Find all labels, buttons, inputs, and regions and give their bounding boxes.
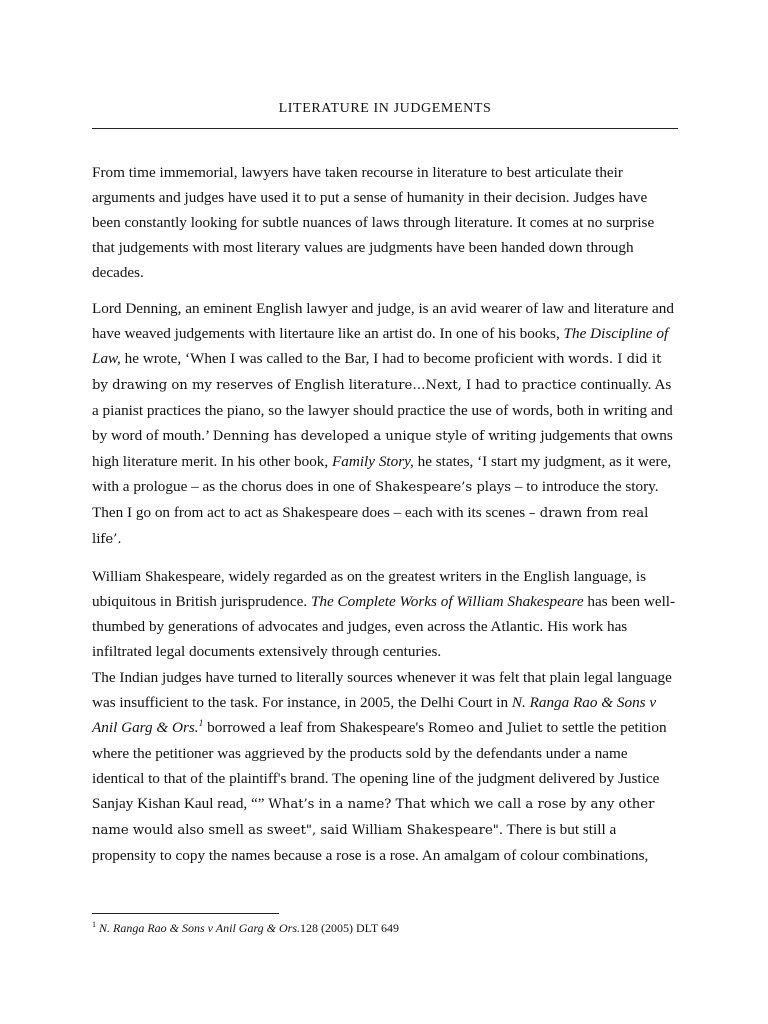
play-title: Romeo and Juliet [427, 721, 543, 736]
footnote-reference[interactable]: 1 [198, 718, 204, 729]
footnote-citation: 128 (2005) DLT 649 [300, 921, 400, 935]
book-title-complete-works: The Complete Works of William Shakespeare [310, 593, 584, 610]
book-title-family-story: Family Story, [332, 453, 414, 470]
footnote [92, 919, 678, 937]
case-name: N. Ranga Rao & Sons v Anil Garg & Ors. [92, 694, 657, 736]
paragraph-1: From time immemorial, lawyers have taken recourse in literature to best articulate their arguments and judges have used it to put a sense of humanity in their decision. Judges have been constantly looking for subtle nuances of laws through literature. It comes at no surprise that judgements with most literary values are judgments have been handed down through decades. [92, 164, 655, 281]
paragraph-4: The Indian judges have turned to literally sources whenever it was felt that plain legal language was insufficient to the task. For instance, in 2005, the Delhi Court in N. Ranga Rao & Sons v Anil Garg & Ors.$^1$ borrowed a leaf from Shakespeare's Romeo and Juliet to settle the petition where the petitioner was aggrieved by the products sold by the defendants under a name identical to that of the plaintiff's brand. The opening line of the judgment delivered by Justice Sanjay Kishan Kaul read, “” What’s in a name? That which we call a rose by any other name would also smell as sweet", said William Shakespeare". There is but still a propensity to copy the names because a rose is a rose. An amalgam of colour combinations, [92, 669, 672, 864]
footnote-case-name: N. Ranga Rao & Sons v Anil Garg & Ors. [99, 921, 301, 935]
book-title-discipline-of-law: The Discipline of Law, [92, 325, 669, 367]
footnote-mark: 1 [92, 920, 96, 929]
page-title: LITERATURE IN JUDGEMENTS [278, 101, 492, 116]
title-divider [92, 128, 678, 129]
quotation: What’s in a name? That which we call a rose by any other name would also smell as sweet", said William Shakespeare". [92, 797, 655, 838]
footnote-divider [92, 913, 279, 914]
paragraph-2: Lord Denning, an eminent English lawyer and judge, is an avid wearer of law and literature and have weaved judgements with litertaure like an artist do. In one of his books, The Discipline of Law, he wrote, ‘When I was called to the Bar, I had to become proficient with words. I did it by drawing on my reserves of English literature…Next, I had to practice continually. As a pianist practices the piano, so the lawyer should practice the use of words, both in writing and by word of mouth.’ Denning has developed a unique style of writing judgements that owns high literature merit. In his other book, Family Story, he states, ‘I start my judgment, as it were, with a prologue – as the chorus does in one of Shakespeare’s plays – to introduce the story. Then I go on from act to act as Shakespeare does – each with its scenes – drawn from real life’. [92, 300, 674, 547]
paragraph-3: William Shakespeare, widely regarded as on the greatest writers in the English language, is ubiquitous in British jurisprudence. The Complete Works of William Shakespeare has been well-thumbed by generations of advocates and judges, even across the Atlantic. His work has infiltrated legal documents extensively through centuries. [92, 568, 676, 660]
